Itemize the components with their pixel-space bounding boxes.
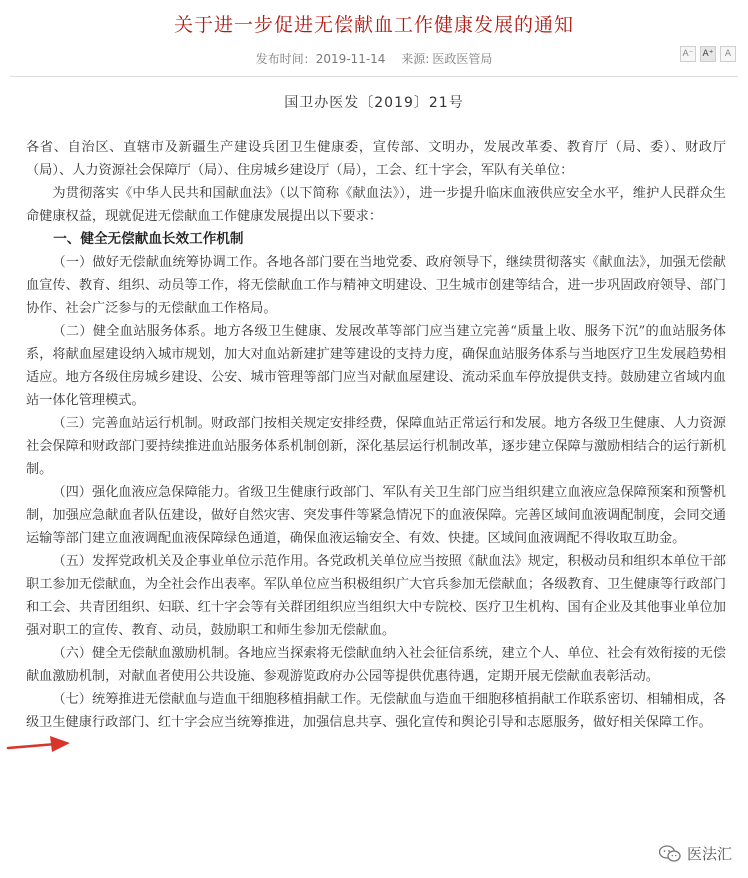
intro-paragraph: 为贯彻落实《中华人民共和国献血法》（以下简称《献血法》），进一步提升临床血液供应安全水平，维护人民群众生命健康权益，现就促进无偿献血工作健康发展提出以下要求： — [26, 186, 726, 224]
document-number: 国卫办医发〔2019〕21号 — [284, 95, 464, 111]
font-reset-button[interactable]: A — [720, 46, 736, 62]
article-title: 关于进一步促进无偿献血工作健康发展的通知 — [173, 14, 574, 36]
source-info — [401, 52, 492, 66]
watermark-text: 医法汇 — [686, 845, 732, 863]
publish-info — [256, 52, 386, 66]
item-paragraph: （五）发挥党政机关及企事业单位示范作用。各党政机关单位应当按照《献血法》规定，积极动员和组织本单位干部职工参加无偿献血，为全社会作出表率。军队单位应当积极组织广大官兵参加无偿献血；各级教育、卫生健康等行政部门和工会、共青团组织、妇联、红十字会等有关群团组织应当组织大中专院校、医疗卫生机构、国有企业及其他事业单位加强对职工的宣传、教育、动员，鼓励职工和师生参加无偿献血。 — [26, 554, 726, 638]
font-increase-button[interactable]: A⁺ — [700, 46, 716, 62]
published-label: 发布时间： — [255, 52, 316, 66]
item-paragraph: （四）强化血液应急保障能力。省级卫生健康行政部门、军队有关卫生部门应当组织建立血液应急保障预案和预警机制，加强应急献血者队伍建设，做好自然灾害、突发事件等紧急情况下的血液保障。完善区域间血液调配制度，会同交通运输等部门建立血液调配血液保障绿色通道，确保血液运输安全、有效、快捷。区域间血液调配不得收取互助金。 — [26, 485, 726, 546]
title-divider — [10, 76, 738, 77]
article-body — [26, 136, 726, 734]
section-heading: 一、健全无偿献血长效工作机制 — [53, 231, 244, 247]
published-date: 2019-11-14 — [315, 52, 386, 66]
item-paragraph: （七）统筹推进无偿献血与造血干细胞移植捐献工作。无偿献血与造血干细胞移植捐献工作联系密切、相辅相成，各级卫生健康行政部门、红十字会应当统筹推进，加强信息共享、强化宣传和舆论引导和志愿服务，做好相关保障工作。 — [26, 692, 726, 730]
source-label: 来源: — [401, 52, 430, 66]
item-paragraph-highlighted: （六）健全无偿献血激励机制。各地应当探索将无偿献血纳入社会征信系统，建立个人、单位、社会有效衔接的无偿献血激励机制，对献血者使用公共设施、参观游览政府办公园等提供优惠待遇，定期开展无偿献血表彰活动。 — [26, 646, 726, 684]
red-arrow-annotation — [6, 733, 72, 759]
addressee-paragraph: 各省、自治区、直辖市及新疆生产建设兵团卫生健康委，宣传部、文明办，发展改革委、教育厅（局、委）、财政厅（局）、人力资源社会保障厅（局）、住房城乡建设厅（局），工会、红十字会，军队有关单位： — [26, 140, 726, 178]
font-decrease-button[interactable]: A⁻ — [680, 46, 696, 62]
wechat-watermark — [653, 841, 738, 866]
article-meta — [0, 50, 748, 67]
item-paragraph: （三）完善血站运行机制。财政部门按相关规定安排经费，保障血站正常运行和发展。地方各级卫生健康、人力资源社会保障和财政部门要持续推进血站服务体系机制创新，深化基层运行机制改革，逐步建立保障与激励相结合的运行新机制。 — [26, 416, 726, 477]
wechat-icon — [659, 845, 681, 863]
source-name: 医政医管局 — [432, 52, 493, 66]
item-paragraph: （二）健全血站服务体系。地方各级卫生健康、发展改革等部门应当建立完善“质量上收、服务下沉”的血站服务体系，将献血屋建设纳入城市规划，加大对血站新建扩建等建设的支持力度，确保血站服务体系与当地医疗卫生发展趋势相适应。地方各级住房城乡建设、公安、城市管理等部门应当对献血屋建设、流动采血车停放提供支持。鼓励建立省域内血站一体化管理模式。 — [26, 324, 726, 408]
item-paragraph: （一）做好无偿献血统筹协调工作。各地各部门要在当地党委、政府领导下，继续贯彻落实《献血法》，加强无偿献血宣传、教育、组织、动员等工作，将无偿献血工作与精神文明建设、卫生城市创建等结合，进一步巩固政府领导、部门协作、社会广泛参与的无偿献血工作格局。 — [26, 255, 726, 316]
font-size-tools — [680, 46, 736, 62]
